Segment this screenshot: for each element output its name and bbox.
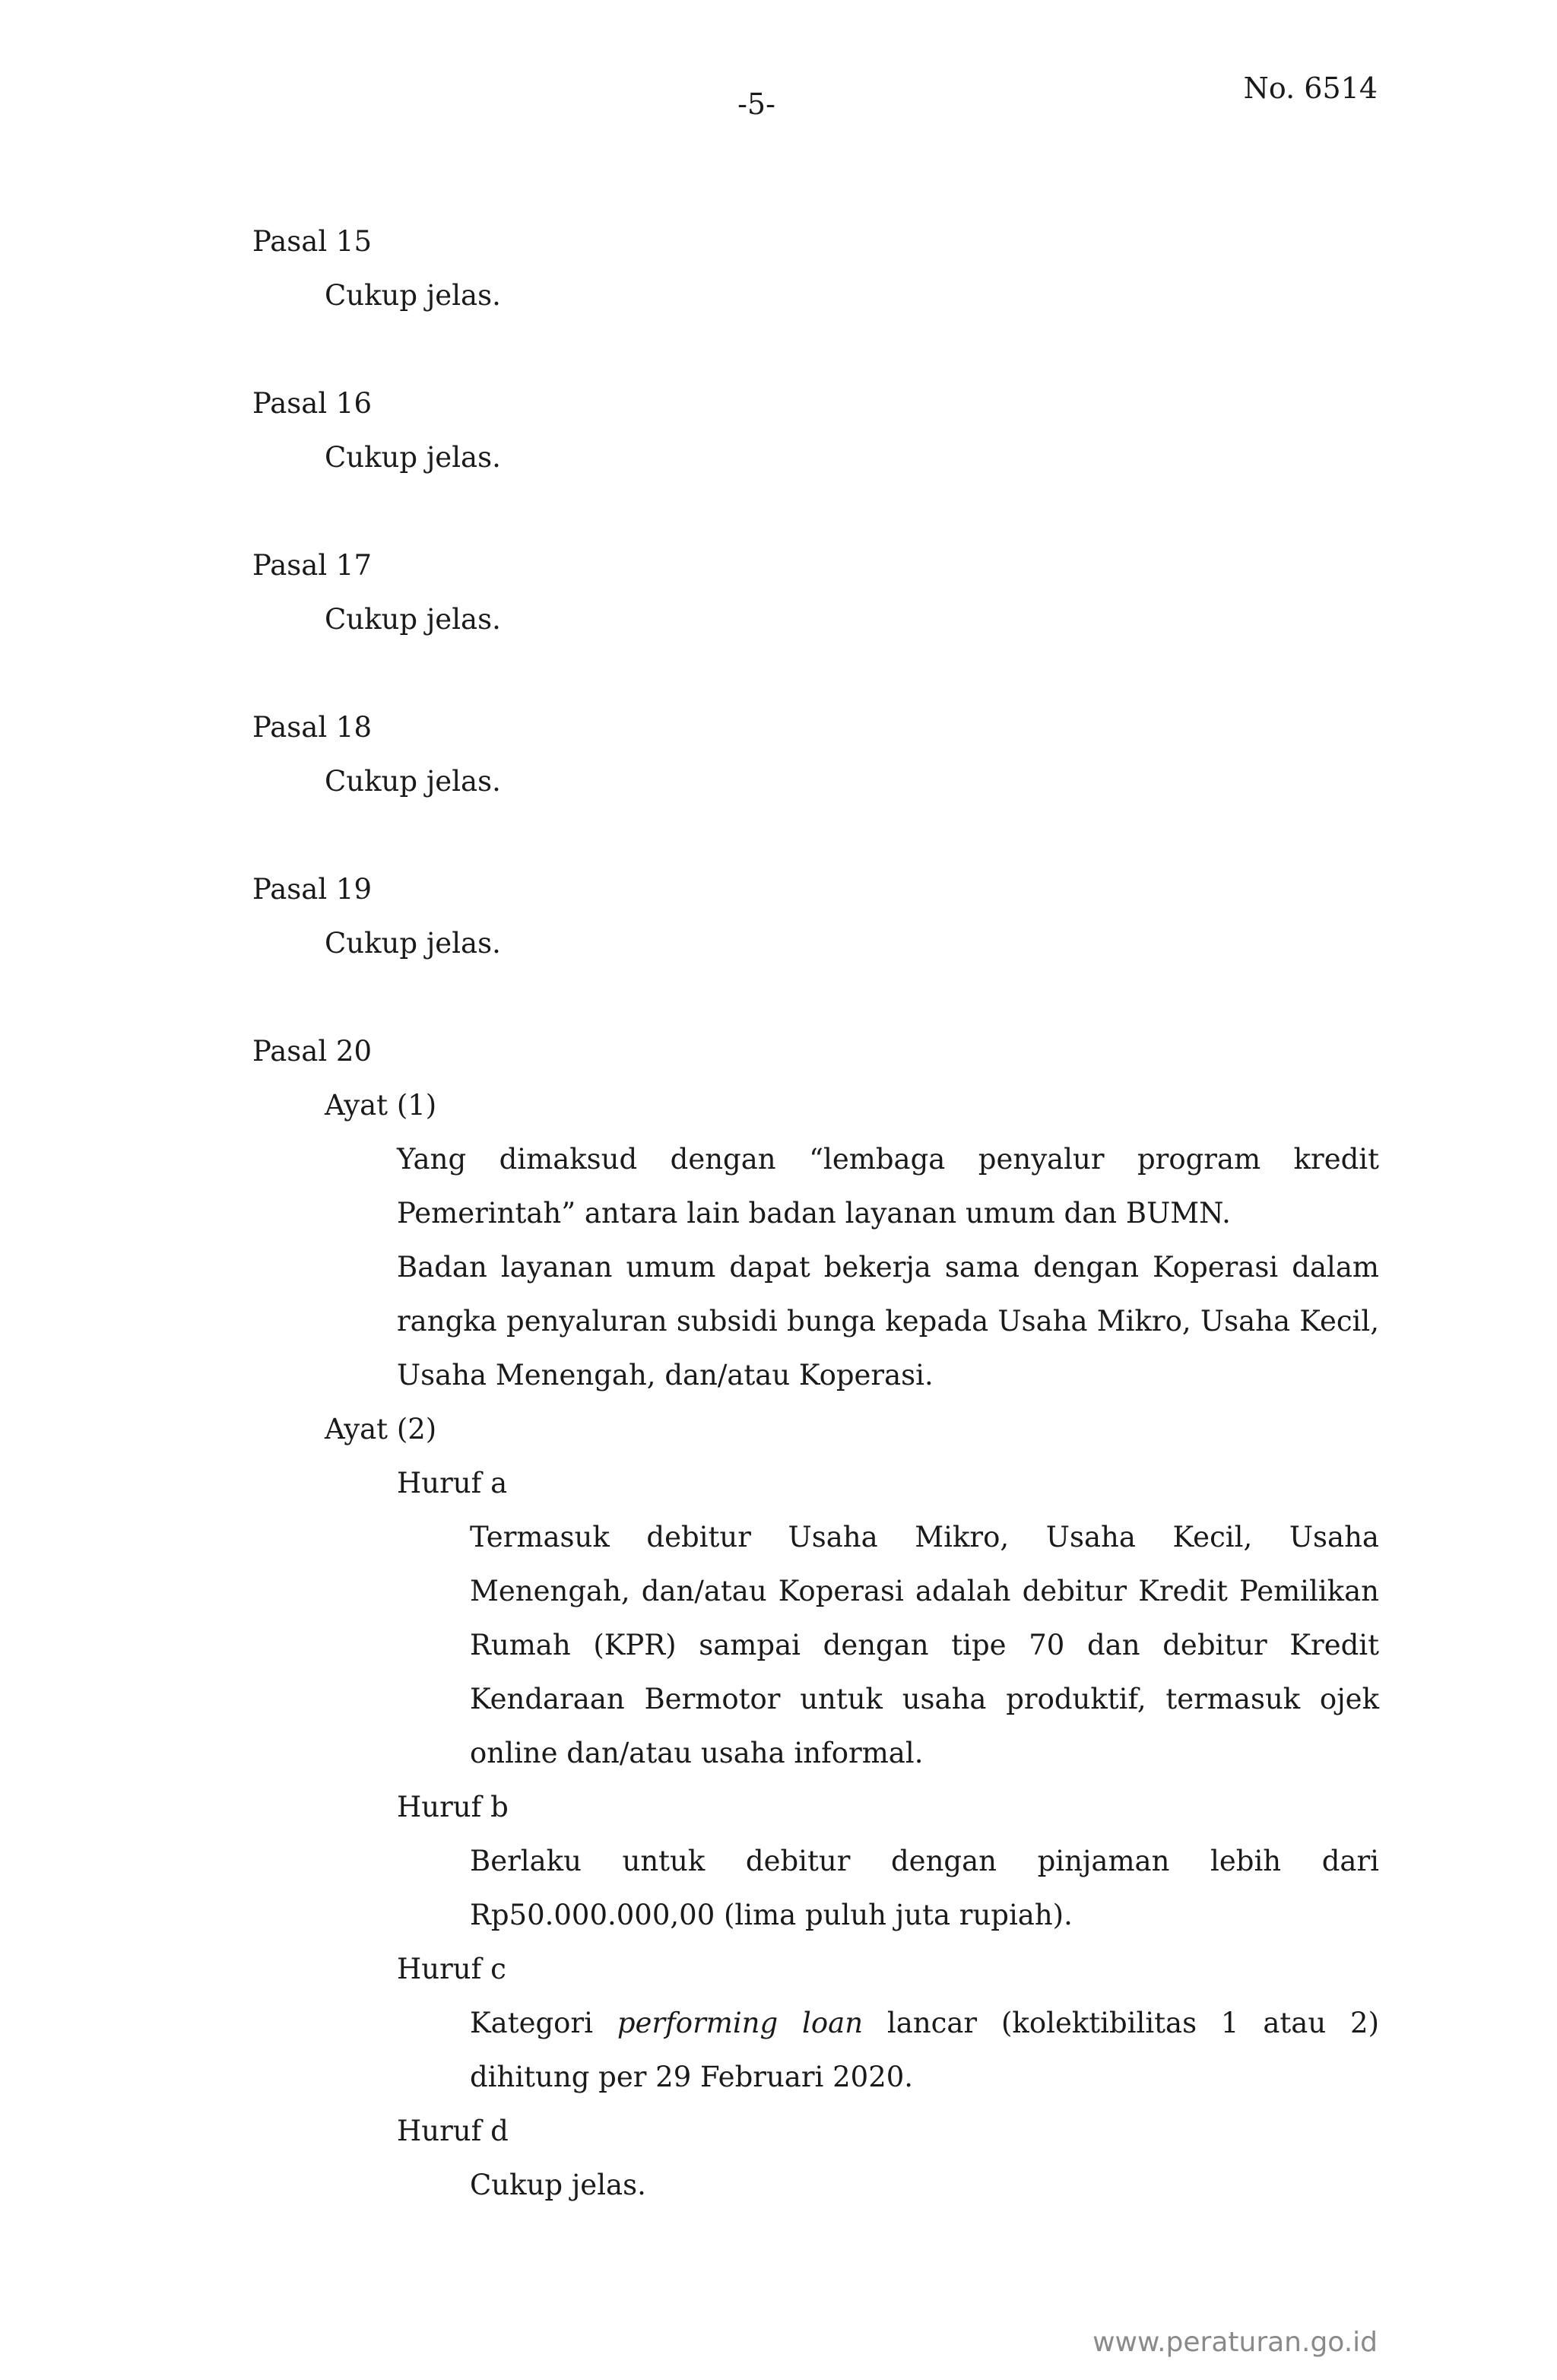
huruf-a-text: Termasuk debitur Usaha Mikro, Usaha Kecil, Usaha Menengah, dan/atau Koperasi adalah debitur Kredit Pemilikan Rumah (KPR) sampai dengan tipe 70 dan debitur Kredit Kendaraan Bermotor untuk usaha produktif, termasuk ojek online dan/atau usaha informal. — [470, 1521, 1379, 1769]
ayat-1-label: Ayat (1) — [325, 1089, 437, 1122]
page-number: -5- — [737, 87, 775, 121]
pasal-19-text: Cukup jelas. — [325, 927, 501, 960]
huruf-d-text: Cukup jelas. — [470, 2169, 646, 2201]
pasal-20-title: Pasal 20 — [252, 1035, 373, 1068]
huruf-b-label: Huruf b — [397, 1791, 509, 1823]
pasal-16-title: Pasal 16 — [252, 387, 373, 420]
huruf-c-text — [470, 1996, 1379, 2104]
pasal-17-text: Cukup jelas. — [325, 603, 501, 636]
ayat-2-label: Ayat (2) — [325, 1413, 437, 1445]
huruf-b-text: Berlaku untuk debitur dengan pinjaman lebih dari Rp50.000.000,00 (lima puluh juta rupiah). — [470, 1845, 1379, 1931]
huruf-d-label: Huruf d — [397, 2115, 509, 2147]
huruf-c-text-after: lancar (kolektibilitas 1 atau 2) dihitung per 29 Februari 2020. — [470, 2007, 1380, 2093]
pasal-18-title: Pasal 18 — [252, 711, 373, 744]
pasal-18-text: Cukup jelas. — [325, 765, 501, 798]
pasal-17-title: Pasal 17 — [252, 549, 373, 582]
document-body — [252, 214, 1379, 2212]
pasal-16-text: Cukup jelas. — [325, 441, 501, 474]
footer-url: www.peraturan.go.id — [1092, 2327, 1378, 2358]
ayat-1-paragraph-2: Badan layanan umum dapat bekerja sama dengan Koperasi dalam rangka penyaluran subsidi bunga kepada Usaha Mikro, Usaha Kecil, Usaha Menengah, dan/atau Koperasi. — [397, 1251, 1379, 1392]
pasal-19-title: Pasal 19 — [252, 873, 373, 906]
huruf-c-label: Huruf c — [397, 1953, 506, 1985]
pasal-15-title: Pasal 15 — [252, 225, 373, 258]
huruf-c-text-before: Kategori — [470, 2007, 617, 2039]
document-number: No. 6514 — [1243, 71, 1378, 105]
ayat-1-paragraph-1: Yang dimaksud dengan “lembaga penyalur program kredit Pemerintah” antara lain badan layanan umum dan BUMN. — [397, 1143, 1379, 1230]
huruf-a-label: Huruf a — [397, 1467, 508, 1499]
pasal-15-text: Cukup jelas. — [325, 279, 501, 312]
huruf-c-text-italic: performing loan — [617, 2007, 864, 2039]
